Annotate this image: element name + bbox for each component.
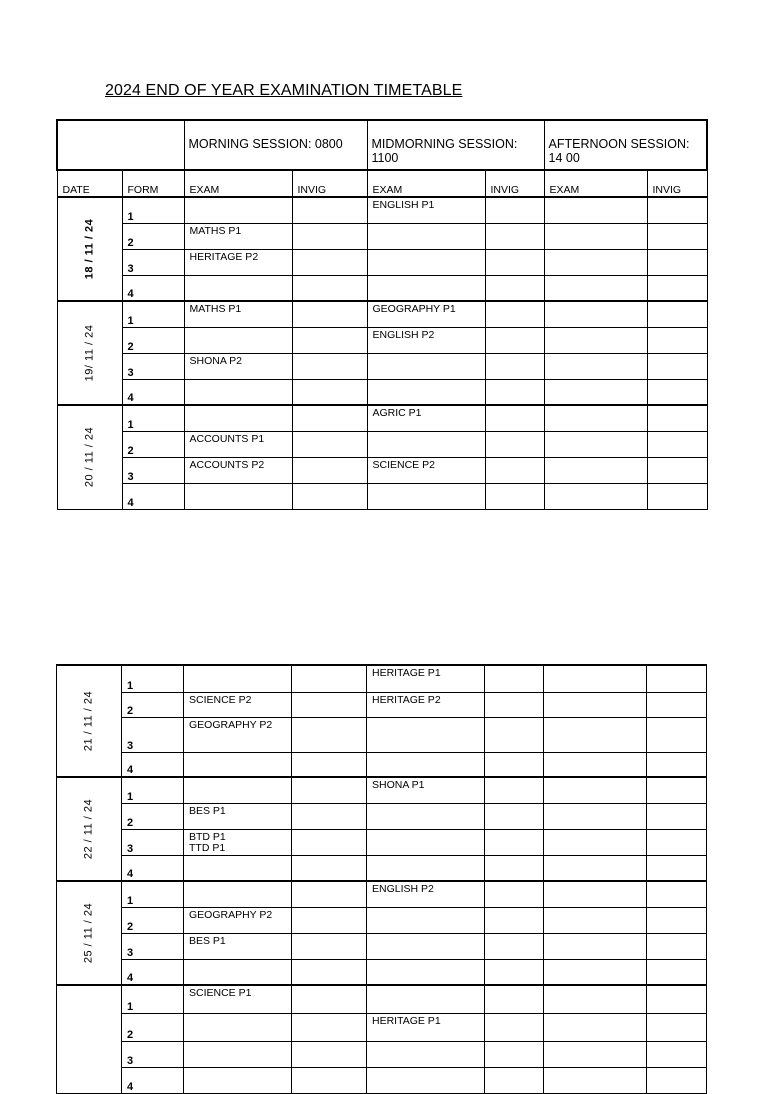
midmorning-invig-cell — [485, 197, 544, 223]
morning-invig-cell — [292, 327, 367, 353]
form-cell: 4 — [122, 1067, 184, 1093]
morning-exam-cell — [184, 379, 292, 405]
afternoon-invig-cell — [647, 1067, 707, 1093]
morning-exam-cell: GEOGRAPHY P2 — [184, 907, 292, 933]
form-cell: 4 — [122, 855, 184, 881]
afternoon-invig-cell — [647, 829, 707, 855]
afternoon-invig-cell — [647, 985, 707, 1013]
afternoon-invig-cell — [647, 752, 707, 777]
afternoon-invig-cell — [647, 1041, 707, 1067]
date-cell — [57, 881, 122, 985]
table-row — [57, 829, 707, 855]
afternoon-exam-cell — [544, 405, 647, 431]
afternoon-exam-cell — [544, 301, 647, 327]
afternoon-invig-cell — [647, 405, 707, 431]
morning-invig-cell — [292, 1041, 367, 1067]
midmorning-invig-cell — [485, 829, 544, 855]
morning-invig-cell — [292, 353, 367, 379]
morning-invig-cell — [292, 197, 367, 223]
date-label: 25 / 11 / 24 — [82, 902, 95, 964]
date-label: 18 / 11 / 24 — [83, 218, 95, 280]
afternoon-exam-cell — [544, 803, 647, 829]
midmorning-exam-cell — [367, 959, 485, 985]
form-cell: 3 — [122, 457, 184, 483]
midmorning-exam-cell — [367, 249, 485, 275]
morning-invig-cell — [292, 692, 367, 717]
afternoon-invig-cell — [647, 933, 707, 959]
morning-exam-cell — [184, 483, 292, 509]
form-cell: 3 — [122, 933, 184, 959]
midmorning-exam-cell — [367, 1067, 485, 1093]
table-row — [57, 353, 707, 379]
morning-invig-cell — [292, 379, 367, 405]
morning-invig-cell — [292, 803, 367, 829]
midmorning-invig-cell — [485, 777, 544, 803]
midmorning-invig-cell — [485, 881, 544, 907]
afternoon-invig-cell — [647, 483, 707, 509]
afternoon-exam-cell — [544, 829, 647, 855]
afternoon-session-header: AFTERNOON SESSION: 14 00 — [544, 120, 707, 170]
afternoon-invig-cell — [647, 223, 707, 249]
midmorning-invig-cell — [485, 223, 544, 249]
morning-exam-cell — [184, 752, 292, 777]
form-cell: 3 — [122, 717, 184, 752]
midmorning-exam-cell: ENGLISH P1 — [367, 197, 485, 223]
midmorning-exam-cell — [367, 431, 485, 457]
afternoon-exam-cell — [544, 985, 647, 1013]
table-row — [57, 301, 707, 327]
morning-invig-cell — [292, 829, 367, 855]
midmorning-exam-cell: HERITAGE P2 — [367, 692, 485, 717]
form-cell: 1 — [122, 301, 184, 327]
midmorning-invig-cell — [485, 907, 544, 933]
midmorning-exam-cell — [367, 907, 485, 933]
afternoon-invig-column-header: INVIG — [647, 170, 707, 197]
morning-exam-cell: BES P1 — [184, 803, 292, 829]
afternoon-exam-cell — [544, 353, 647, 379]
midmorning-invig-cell — [485, 665, 544, 692]
midmorning-invig-cell — [485, 752, 544, 777]
afternoon-exam-cell — [544, 483, 647, 509]
date-cell — [57, 405, 122, 509]
table-row — [57, 959, 707, 985]
midmorning-invig-cell — [485, 379, 544, 405]
morning-exam-column-header: EXAM — [184, 170, 292, 197]
morning-exam-cell — [184, 881, 292, 907]
table-row — [57, 717, 707, 752]
midmorning-exam-cell: SCIENCE P2 — [367, 457, 485, 483]
morning-exam-cell — [184, 1041, 292, 1067]
table-row — [57, 1067, 707, 1093]
midmorning-exam-cell — [367, 803, 485, 829]
morning-invig-cell — [292, 249, 367, 275]
form-cell: 2 — [122, 803, 184, 829]
midmorning-exam-cell — [367, 855, 485, 881]
midmorning-invig-column-header: INVIG — [485, 170, 544, 197]
morning-exam-cell: ACCOUNTS P1 — [184, 431, 292, 457]
midmorning-invig-cell — [485, 301, 544, 327]
morning-invig-cell — [292, 665, 367, 692]
morning-exam-cell — [184, 665, 292, 692]
midmorning-exam-cell — [367, 223, 485, 249]
morning-invig-cell — [292, 483, 367, 509]
header-blank — [57, 120, 184, 170]
page-title: 2024 END OF YEAR EXAMINATION TIMETABLE — [105, 82, 463, 99]
morning-invig-cell — [292, 223, 367, 249]
midmorning-exam-cell: SHONA P1 — [367, 777, 485, 803]
table-row — [57, 327, 707, 353]
afternoon-invig-cell — [647, 907, 707, 933]
form-cell: 1 — [122, 405, 184, 431]
afternoon-exam-cell — [544, 223, 647, 249]
date-label: 20 / 11 / 24 — [83, 427, 95, 488]
afternoon-invig-cell — [647, 249, 707, 275]
afternoon-exam-cell — [544, 457, 647, 483]
afternoon-invig-cell — [647, 803, 707, 829]
afternoon-invig-cell — [647, 665, 707, 692]
afternoon-exam-cell — [544, 1013, 647, 1041]
afternoon-exam-cell — [544, 717, 647, 752]
afternoon-invig-cell — [647, 275, 707, 301]
morning-exam-cell: GEOGRAPHY P2 — [184, 717, 292, 752]
table-row — [57, 777, 707, 803]
midmorning-exam-cell: HERITAGE P1 — [367, 1013, 485, 1041]
morning-exam-cell — [184, 1013, 292, 1041]
afternoon-exam-cell — [544, 752, 647, 777]
date-label: 21 / 11 / 24 — [82, 690, 95, 752]
afternoon-exam-cell — [544, 777, 647, 803]
table-row — [57, 249, 707, 275]
form-cell: 3 — [122, 249, 184, 275]
afternoon-invig-cell — [647, 457, 707, 483]
date-cell — [57, 985, 122, 1093]
midmorning-invig-cell — [485, 855, 544, 881]
midmorning-exam-cell — [367, 752, 485, 777]
morning-invig-cell — [292, 405, 367, 431]
afternoon-invig-cell — [647, 777, 707, 803]
midmorning-invig-cell — [485, 985, 544, 1013]
midmorning-exam-cell: ENGLISH P2 — [367, 881, 485, 907]
table-row — [57, 855, 707, 881]
form-cell: 2 — [122, 327, 184, 353]
morning-exam-cell — [184, 855, 292, 881]
midmorning-exam-cell — [367, 933, 485, 959]
morning-exam-cell: MATHS P1 — [184, 223, 292, 249]
morning-invig-cell — [292, 985, 367, 1013]
midmorning-session-header: MIDMORNING SESSION: 1100 — [367, 120, 544, 170]
form-cell: 2 — [122, 1013, 184, 1041]
midmorning-exam-cell — [367, 483, 485, 509]
afternoon-invig-cell — [647, 379, 707, 405]
form-cell: 3 — [122, 829, 184, 855]
midmorning-invig-cell — [485, 959, 544, 985]
midmorning-invig-cell — [485, 327, 544, 353]
morning-exam-cell — [184, 1067, 292, 1093]
morning-invig-cell — [292, 881, 367, 907]
table-row — [57, 379, 707, 405]
morning-invig-cell — [292, 1067, 367, 1093]
afternoon-exam-cell — [544, 692, 647, 717]
form-cell: 4 — [122, 752, 184, 777]
morning-exam-cell: MATHS P1 — [184, 301, 292, 327]
midmorning-invig-cell — [485, 803, 544, 829]
table-row — [57, 1013, 707, 1041]
morning-invig-cell — [292, 855, 367, 881]
form-cell: 4 — [122, 379, 184, 405]
afternoon-invig-cell — [647, 959, 707, 985]
midmorning-invig-cell — [485, 1067, 544, 1093]
midmorning-exam-cell — [367, 985, 485, 1013]
afternoon-invig-cell — [647, 881, 707, 907]
midmorning-invig-cell — [485, 405, 544, 431]
form-cell: 4 — [122, 483, 184, 509]
morning-exam-cell: HERITAGE P2 — [184, 249, 292, 275]
timetable-table-2 — [56, 664, 707, 1094]
midmorning-exam-cell — [367, 717, 485, 752]
afternoon-exam-cell — [544, 275, 647, 301]
afternoon-invig-cell — [647, 692, 707, 717]
morning-exam-cell — [184, 959, 292, 985]
midmorning-invig-cell — [485, 249, 544, 275]
form-cell: 1 — [122, 881, 184, 907]
morning-exam-cell: SCIENCE P1 — [184, 985, 292, 1013]
morning-invig-column-header: INVIG — [292, 170, 367, 197]
midmorning-exam-cell: GEOGRAPHY P1 — [367, 301, 485, 327]
morning-exam-cell: SHONA P2 — [184, 353, 292, 379]
midmorning-exam-column-header: EXAM — [367, 170, 485, 197]
afternoon-exam-column-header: EXAM — [544, 170, 647, 197]
afternoon-invig-cell — [647, 353, 707, 379]
midmorning-invig-cell — [485, 275, 544, 301]
morning-invig-cell — [292, 777, 367, 803]
afternoon-exam-cell — [544, 1041, 647, 1067]
midmorning-invig-cell — [485, 483, 544, 509]
form-cell: 1 — [122, 985, 184, 1013]
table-row — [57, 907, 707, 933]
afternoon-exam-cell — [544, 907, 647, 933]
afternoon-exam-cell — [544, 197, 647, 223]
morning-exam-cell: BTD P1 TTD P1 — [184, 829, 292, 855]
form-cell: 1 — [122, 777, 184, 803]
midmorning-exam-cell: HERITAGE P1 — [367, 665, 485, 692]
table-row — [57, 431, 707, 457]
date-label: 22 / 11 / 24 — [82, 798, 95, 860]
midmorning-exam-cell — [367, 379, 485, 405]
table-row — [57, 881, 707, 907]
date-cell — [57, 197, 122, 301]
date-label: 19/ 11 / 24 — [83, 324, 95, 382]
table-row — [57, 985, 707, 1013]
form-cell: 2 — [122, 692, 184, 717]
afternoon-exam-cell — [544, 249, 647, 275]
afternoon-invig-cell — [647, 431, 707, 457]
form-cell: 2 — [122, 431, 184, 457]
table-row — [57, 1041, 707, 1067]
afternoon-invig-cell — [647, 717, 707, 752]
morning-exam-cell: ACCOUNTS P2 — [184, 457, 292, 483]
table-row — [57, 803, 707, 829]
midmorning-invig-cell — [485, 353, 544, 379]
afternoon-exam-cell — [544, 665, 647, 692]
morning-exam-cell — [184, 197, 292, 223]
afternoon-invig-cell — [647, 327, 707, 353]
morning-session-header: MORNING SESSION: 0800 — [184, 120, 367, 170]
morning-invig-cell — [292, 301, 367, 327]
midmorning-invig-cell — [485, 1041, 544, 1067]
afternoon-invig-cell — [647, 197, 707, 223]
form-cell: 1 — [122, 197, 184, 223]
morning-invig-cell — [292, 933, 367, 959]
morning-exam-cell — [184, 275, 292, 301]
form-cell: 2 — [122, 907, 184, 933]
morning-invig-cell — [292, 752, 367, 777]
table-row — [57, 197, 707, 223]
midmorning-exam-cell: AGRIC P1 — [367, 405, 485, 431]
afternoon-invig-cell — [647, 1013, 707, 1041]
form-cell: 3 — [122, 353, 184, 379]
morning-exam-cell — [184, 777, 292, 803]
morning-invig-cell — [292, 431, 367, 457]
table-row — [57, 665, 707, 692]
table-row — [57, 933, 707, 959]
midmorning-exam-cell — [367, 275, 485, 301]
morning-invig-cell — [292, 1013, 367, 1041]
morning-invig-cell — [292, 275, 367, 301]
form-cell: 3 — [122, 1041, 184, 1067]
date-column-header: DATE — [57, 170, 122, 197]
midmorning-exam-cell — [367, 1041, 485, 1067]
date-cell — [57, 665, 122, 777]
midmorning-invig-cell — [485, 457, 544, 483]
table-row — [57, 483, 707, 509]
table-row — [57, 692, 707, 717]
afternoon-invig-cell — [647, 855, 707, 881]
afternoon-exam-cell — [544, 379, 647, 405]
morning-exam-cell — [184, 405, 292, 431]
midmorning-exam-cell: ENGLISH P2 — [367, 327, 485, 353]
morning-exam-cell — [184, 327, 292, 353]
morning-invig-cell — [292, 959, 367, 985]
midmorning-invig-cell — [485, 717, 544, 752]
afternoon-exam-cell — [544, 431, 647, 457]
midmorning-exam-cell — [367, 829, 485, 855]
afternoon-exam-cell — [544, 933, 647, 959]
morning-invig-cell — [292, 717, 367, 752]
table-row — [57, 457, 707, 483]
date-cell — [57, 777, 122, 881]
afternoon-invig-cell — [647, 301, 707, 327]
date-cell — [57, 301, 122, 405]
form-column-header: FORM — [122, 170, 184, 197]
form-cell: 2 — [122, 223, 184, 249]
morning-invig-cell — [292, 907, 367, 933]
afternoon-exam-cell — [544, 881, 647, 907]
midmorning-invig-cell — [485, 933, 544, 959]
table-row — [57, 752, 707, 777]
afternoon-exam-cell — [544, 327, 647, 353]
timetable-table-1 — [56, 119, 708, 510]
morning-exam-cell: SCIENCE P2 — [184, 692, 292, 717]
form-cell: 4 — [122, 959, 184, 985]
table-row — [57, 405, 707, 431]
table-row — [57, 223, 707, 249]
midmorning-invig-cell — [485, 431, 544, 457]
midmorning-exam-cell — [367, 353, 485, 379]
afternoon-exam-cell — [544, 1067, 647, 1093]
morning-invig-cell — [292, 457, 367, 483]
morning-exam-cell: BES P1 — [184, 933, 292, 959]
midmorning-invig-cell — [485, 692, 544, 717]
table-row — [57, 275, 707, 301]
form-cell: 1 — [122, 665, 184, 692]
form-cell: 4 — [122, 275, 184, 301]
afternoon-exam-cell — [544, 959, 647, 985]
midmorning-invig-cell — [485, 1013, 544, 1041]
afternoon-exam-cell — [544, 855, 647, 881]
